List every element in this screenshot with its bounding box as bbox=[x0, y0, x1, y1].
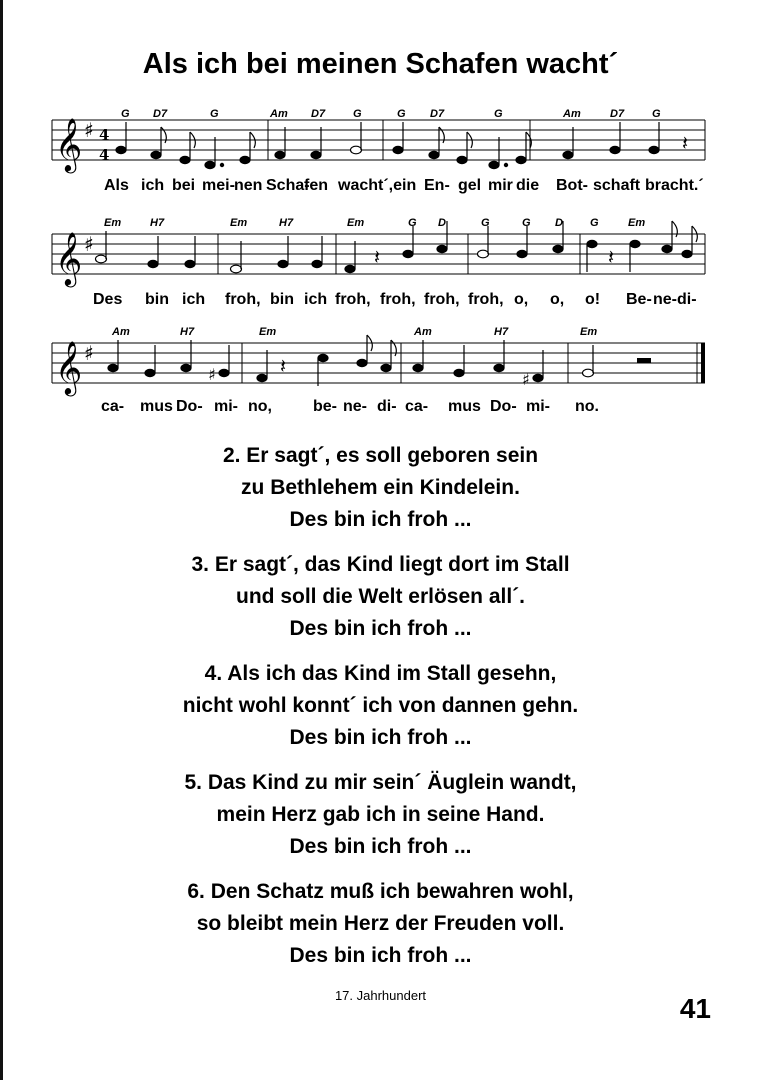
lyric-syllable: froh, bbox=[424, 291, 460, 308]
lyric-syllable: no, bbox=[248, 398, 272, 415]
chord: Em bbox=[259, 326, 277, 338]
lyric-syllable: o! bbox=[585, 291, 601, 308]
chord: G bbox=[408, 217, 417, 229]
sharp-accidental: ♯ bbox=[208, 365, 216, 384]
chord: D7 bbox=[311, 108, 326, 120]
verse-6 bbox=[0, 876, 761, 972]
chord: G bbox=[210, 108, 219, 120]
chord: D7 bbox=[430, 108, 445, 120]
lyric-syllable: Bot- bbox=[556, 177, 588, 194]
lyric-syllable: bracht.´ bbox=[645, 177, 704, 194]
lyric-syllable: froh, bbox=[225, 291, 261, 308]
half-rest bbox=[637, 358, 651, 363]
chord: H7 bbox=[180, 326, 195, 338]
lyric-syllable: Be- bbox=[626, 291, 652, 308]
treble-clef: 𝄞 bbox=[55, 117, 83, 171]
verse-line: 4. Als ich das Kind im Stall gesehn, bbox=[204, 662, 557, 685]
chord: G bbox=[590, 217, 599, 229]
chord: H7 bbox=[279, 217, 294, 229]
chord: G bbox=[121, 108, 130, 120]
lyric-syllable: froh, bbox=[335, 291, 371, 308]
lyric-syllable: wacht´,ein bbox=[338, 177, 417, 194]
quarter-rest: 𝄽 bbox=[608, 245, 615, 269]
chord: D bbox=[555, 217, 563, 229]
chord: Am bbox=[270, 108, 288, 120]
chord: G bbox=[481, 217, 490, 229]
lyric-syllable: ca- bbox=[405, 398, 429, 415]
treble-clef: 𝄞 bbox=[55, 231, 83, 285]
key-signature-sharp: ♯ bbox=[84, 232, 94, 256]
lyric-syllable: Do- bbox=[490, 398, 517, 415]
verse-line: nicht wohl konnt´ ich von dannen gehn. bbox=[182, 694, 579, 717]
lyric-syllable: o, bbox=[550, 291, 565, 308]
lyric-syllable: bin bbox=[270, 291, 294, 308]
chord: Am bbox=[112, 326, 130, 338]
chord: H7 bbox=[494, 326, 509, 338]
staff-system-3 bbox=[52, 326, 705, 415]
verse-line: mein Herz gab ich in seine Hand. bbox=[216, 803, 545, 826]
verse-line: so bleibt mein Herz der Freuden voll. bbox=[196, 912, 565, 935]
quarter-rest: 𝄽 bbox=[374, 245, 381, 269]
chord: Am bbox=[563, 108, 581, 120]
lyric-syllable: ne- bbox=[343, 398, 367, 415]
chord: G bbox=[397, 108, 406, 120]
verse-refrain: Des bin ich froh ... bbox=[289, 508, 472, 531]
lyric-syllable: nen bbox=[234, 177, 263, 194]
chord: Em bbox=[104, 217, 122, 229]
verse-line: zu Bethlehem ein Kindelein. bbox=[241, 476, 520, 499]
lyric-syllable: ne- bbox=[653, 291, 677, 308]
lyric-syllable: mei- bbox=[202, 177, 235, 194]
chord: Em bbox=[580, 326, 598, 338]
lyric-syllable: mi- bbox=[214, 398, 238, 415]
verse-refrain: Des bin ich froh ... bbox=[289, 835, 472, 858]
lyric-syllable: mus bbox=[448, 398, 481, 415]
lyric-syllable: bin bbox=[145, 291, 169, 308]
lyric-syllable: Do- bbox=[176, 398, 203, 415]
song-title: Als ich bei meinen Schafen wacht´ bbox=[142, 48, 619, 80]
chord: D7 bbox=[153, 108, 168, 120]
chord: Am bbox=[414, 326, 432, 338]
verse-line: 2. Er sagt´, es soll geboren sein bbox=[222, 444, 539, 467]
key-signature-sharp: ♯ bbox=[84, 341, 94, 365]
lyric-syllable: froh, bbox=[468, 291, 504, 308]
chord: H7 bbox=[150, 217, 165, 229]
lyric-syllable: froh, bbox=[380, 291, 416, 308]
lyric-syllable: ich bbox=[182, 291, 206, 308]
verse-4 bbox=[0, 658, 761, 754]
lyric-syllable: Als bbox=[104, 177, 129, 194]
lyric-syllable: mus bbox=[140, 398, 173, 415]
verse-refrain: Des bin ich froh ... bbox=[289, 617, 472, 640]
lyric-syllable: di- bbox=[377, 398, 397, 415]
verse-refrain: Des bin ich froh ... bbox=[289, 726, 472, 749]
verse-5 bbox=[0, 767, 761, 863]
lyric-syllable: Scha- bbox=[266, 177, 310, 194]
verses bbox=[0, 440, 761, 985]
lyric-syllable: o, bbox=[514, 291, 529, 308]
quarter-rest: 𝄽 bbox=[682, 131, 689, 155]
lyric-syllable: ca- bbox=[101, 398, 125, 415]
lyric-syllable: gel bbox=[458, 177, 482, 194]
verse-2 bbox=[0, 440, 761, 536]
lyric-syllable: fen bbox=[304, 177, 328, 194]
chord: G bbox=[494, 108, 503, 120]
lyric-syllable: di- bbox=[677, 291, 697, 308]
lyric-syllable: ich bbox=[304, 291, 328, 308]
chord: G bbox=[353, 108, 362, 120]
lyric-syllable: mir bbox=[488, 177, 513, 194]
chord: G bbox=[522, 217, 531, 229]
lyric-syllable: no. bbox=[575, 398, 599, 415]
treble-clef: 𝄞 bbox=[55, 340, 83, 394]
staff-system-1 bbox=[52, 108, 705, 194]
lyric-syllable: die bbox=[516, 177, 540, 194]
lyric-syllable: mi- bbox=[526, 398, 550, 415]
lyric-syllable: be- bbox=[313, 398, 337, 415]
quarter-rest: 𝄽 bbox=[280, 354, 287, 378]
staff-system-2 bbox=[52, 217, 705, 308]
chord: Em bbox=[628, 217, 646, 229]
music-score bbox=[0, 0, 761, 430]
chord: Em bbox=[230, 217, 248, 229]
verse-line: 6. Den Schatz muß ich bewahren wohl, bbox=[187, 880, 574, 903]
page-number: 41 bbox=[679, 993, 711, 1024]
lyric-syllable: Des bbox=[93, 291, 123, 308]
lyric-syllable: bei bbox=[172, 177, 196, 194]
attribution: 17. Jahrhundert bbox=[334, 988, 427, 1003]
time-signature-bottom: 4 bbox=[99, 146, 110, 164]
lyric-syllable: ich bbox=[141, 177, 165, 194]
verse-3 bbox=[0, 549, 761, 645]
key-signature-sharp: ♯ bbox=[84, 118, 94, 142]
verse-line: und soll die Welt erlösen all´. bbox=[236, 585, 525, 608]
chord: D bbox=[438, 217, 446, 229]
chord: Em bbox=[347, 217, 365, 229]
time-signature-top: 4 bbox=[99, 126, 110, 144]
verse-line: 3. Er sagt´, das Kind liegt dort im Stall bbox=[191, 553, 570, 576]
verse-line: 5. Das Kind zu mir sein´ Äuglein wandt, bbox=[184, 771, 577, 794]
chord: G bbox=[652, 108, 661, 120]
lyric-syllable: schaft bbox=[593, 177, 641, 194]
verse-refrain: Des bin ich froh ... bbox=[289, 944, 472, 967]
sharp-accidental: ♯ bbox=[522, 370, 530, 389]
chord: D7 bbox=[610, 108, 625, 120]
lyric-syllable: En- bbox=[424, 177, 450, 194]
